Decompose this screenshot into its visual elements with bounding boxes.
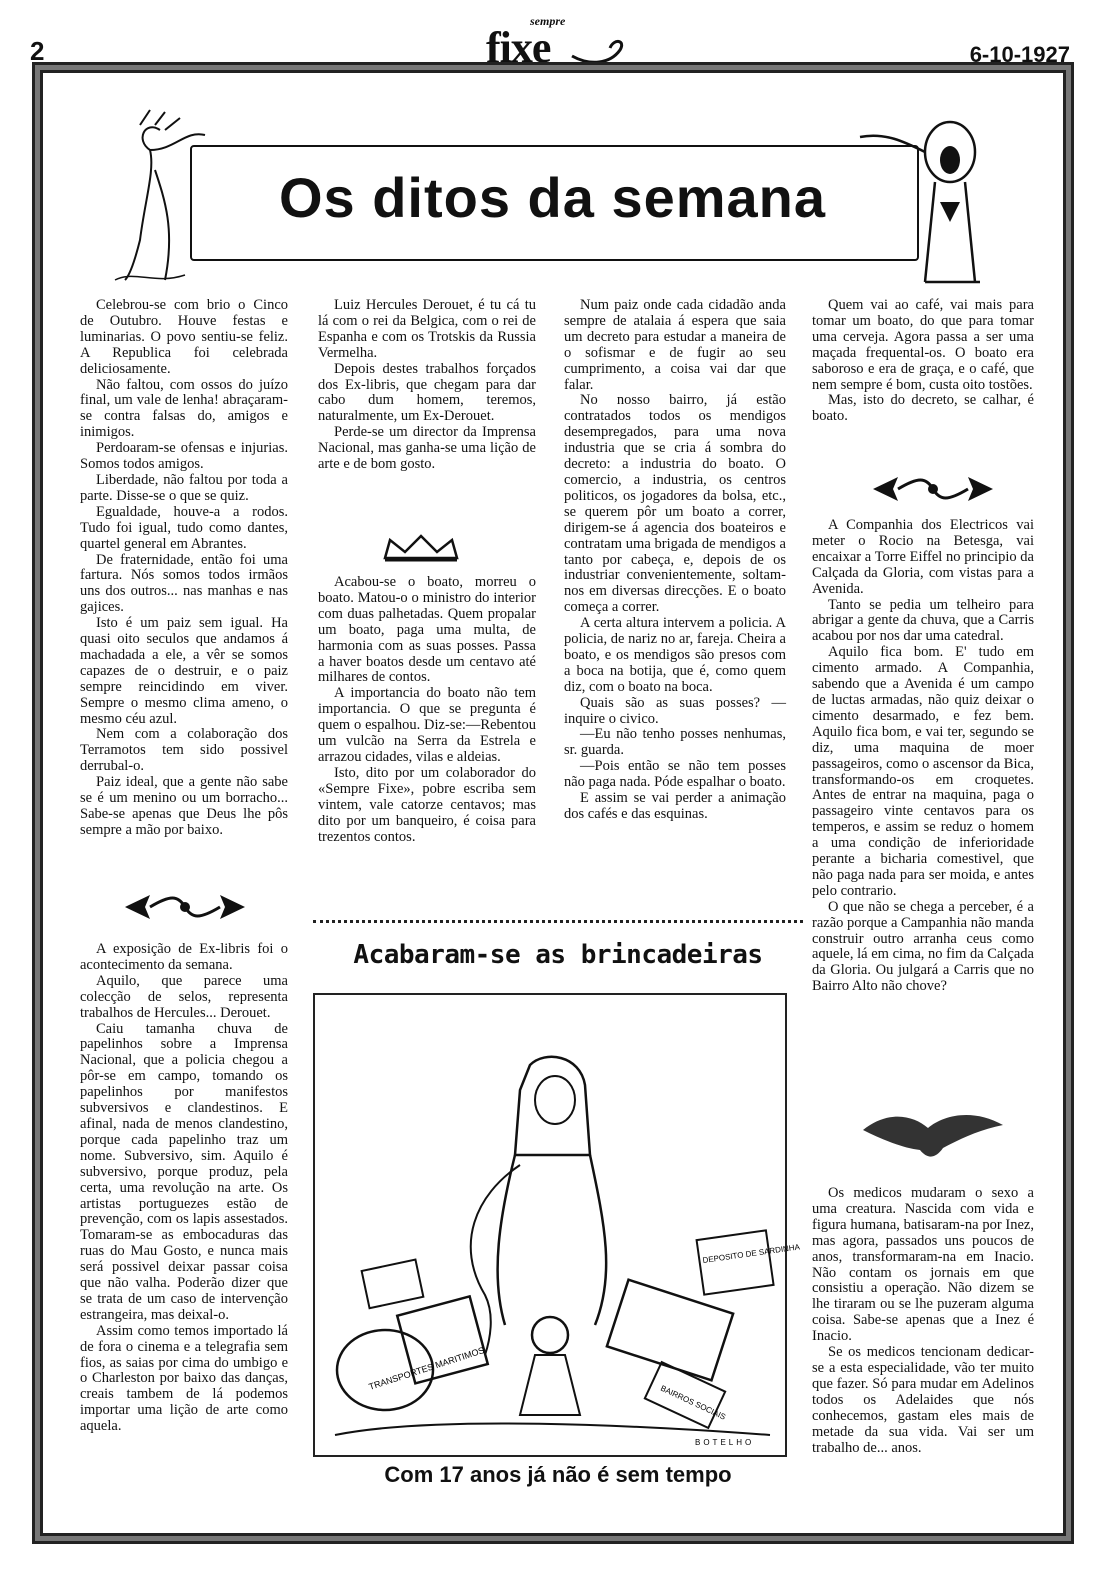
paragraph: Mas, isto do decreto, se calhar, é boato. — [812, 392, 1034, 425]
paragraph: Acabou-se o boato, morreu o boato. Matou-o o ministro do interior com duas palhetadas. Quem propalar um boato, paga uma multa, de harmonia com as suas posses. Passa a haver boatos desde um centavo até milhares de contos. — [318, 574, 536, 686]
paragraph: A Companhia dos Electricos vai meter o Rocio na Betesga, vai encaixar a Torre Eiffel no principio da Calçada da Gloria, com vistas para a Avenida. — [812, 517, 1034, 597]
right-figure-illustration — [855, 112, 1005, 287]
paragraph: Egualdade, houve-a a rodos. Tudo foi igual, tudo como dantes, quartel general em Abrantes. — [80, 503, 288, 552]
paragraph: Isto é um paiz sem igual. Ha quasi oito seculos que andamos á machadada a ele, a vêr se somos capazes de o destruir, e o paiz sempre reincidindo em viver. Sempre o mesmo clima ameno, o mesmo céu azul. — [80, 615, 288, 727]
paragraph: Luiz Hercules Derouet, é tu cá tu lá com o rei da Belgica, com o rei de Espanha e com os Trotskis da Russia Vermelha. — [318, 297, 536, 361]
ornament-arrow-icon — [120, 890, 250, 924]
cartoon-illustration — [313, 993, 801, 1457]
ornament-arrow-icon — [868, 472, 998, 506]
masthead-main: fixe — [486, 23, 551, 72]
column-4-bottom — [812, 1186, 1034, 1456]
column-4-top — [812, 298, 1034, 425]
page-number: 2 — [30, 36, 45, 66]
paragraph: A exposição de Ex-libris foi o acontecimento da semana. — [80, 941, 288, 973]
paragraph: Os medicos mudaram o sexo a uma creatura. Nascida com vida e figura humana, batisaram-na por Inez, mas agora, passados uns poucos de anos, transformaram-na em Inacio. Não contam os jornais em que consistiu a operação. Não dizem se lhe tiraram ou se lhe puzeram alguma coisa. Sabe-se apenas que a Inez é Inacio. — [812, 1185, 1034, 1345]
column-4-middle — [812, 518, 1034, 995]
page-title: Os ditos da semana — [278, 166, 827, 229]
paragraph: Perde-se um director da Imprensa Nacional, mas ganha-se uma lição de arte e de bom gosto. — [318, 424, 536, 473]
paragraph: Caiu tamanha chuva de papelinhos sobre a Imprensa Nacional, que a policia chegou a pôr-se em campo, tomando os papelinhos por manifestos subversivos e clandestinos. E afinal, nada de menos clandestino, porque cada papelinho traz um nome. Subversivo, sim. Aquilo é subversivo, porque produz, pela certa, uma revolução na arte. Os artistas portuguezes estão de prevenção, com os lapis assestados. Tomaram-se as embocaduras das ruas do Mau Gosto, e nunca mais será possivel deixar passar coisa que não valha. Poderão dizer que se trata de um caso de intervenção estrangeira, mas deixal-o. — [80, 1020, 288, 1323]
paragraph: —Eu não tenho posses nenhumas, sr. guarda. — [564, 726, 786, 759]
box-label: TRANSPORTES MARITIMOS — [367, 1345, 486, 1392]
issue-date: 6-10-1927 — [969, 42, 1070, 67]
paragraph: E assim se vai perder a animação dos cafés e das esquinas. — [564, 790, 786, 822]
paragraph: Num paiz onde cada cidadão anda sempre de atalaia á espera que saia um decreto para estudar a maneira de o sofismar e de fugir ao seu cumprimento, a coisa vai dar que falar. — [564, 297, 786, 393]
crown-ornament-icon — [380, 530, 462, 564]
cartoon-drawing — [315, 995, 801, 1455]
paragraph: O que não se chega a perceber, é a razão porque a Campanhia não manda construir outro arranha ceus como aquele, lá em cima, no fim da Calçada da Gloria. Ou julgará a Carris que no Bairro Alto não chove? — [812, 898, 1034, 995]
paragraph: De fraternidade, então foi uma fartura. Nós somos todos irmãos uns dos outros... nas manhas e nas gajices. — [80, 551, 288, 616]
paragraph: A importancia do boato não tem importancia. O que se pregunta é quem o espalhou. Diz-se:—Rebentou um vulcão na Serra da Estrela e arrazou cidades, vilas e aldeias. — [318, 685, 536, 765]
box-label: BAIRROS SOCIAIS — [659, 1383, 728, 1422]
cartoonist-signature: BOTELHO — [695, 1438, 755, 1447]
paragraph: Se os medicos tencionam dedicar-se a esta especialidade, vão ter muito que fazer. Só para mudar em Adelinos todos os Adelaides que nós conhecemos, gastam eles mais de metade da sua vida. Vai ser um trabalho de... anos. — [812, 1344, 1034, 1456]
paragraph: Tanto se pedia um telheiro para abrigar a gente da chuva, que a Carris acabou por nos dar uma catedral. — [812, 596, 1034, 645]
paragraph: Liberdade, não faltou por toda a parte. Disse-se o que se quiz. — [80, 471, 288, 504]
paragraph: —Pois então se não tem posses não paga nada. Póde espalhar o boato. — [564, 758, 786, 791]
cartoon-caption: Com 17 anos já não é sem tempo — [384, 1462, 732, 1487]
paragraph: Não faltou, com ossos do juízo final, um vale de lenha! abraçaram-se contra falsas do, amigos e inimigos. — [80, 376, 288, 441]
dotted-separator — [313, 920, 803, 929]
column-3 — [564, 298, 786, 823]
masthead-small: sempre — [530, 14, 566, 28]
paragraph: Celebrou-se com brio o Cinco de Outubro. Houve festas e luminarias. O povo sentiu-se feliz. A Republica foi celebrada deliciosamente. — [80, 297, 288, 377]
paragraph: A certa altura intervem a policia. A policia, de nariz no ar, fareja. Cheira a boato, e os mendigos são presos com a boca na botija, que é, como quem diz, com o boato na boca. — [564, 615, 786, 695]
column-2-bottom — [318, 575, 536, 845]
cartoon-title: Acabaram-se as brincadeiras — [353, 940, 763, 970]
masthead-logo — [478, 14, 628, 72]
bird-ornament-icon — [858, 1100, 1008, 1162]
paragraph: Paiz ideal, que a gente não sabe se é um menino ou um borracho... Sabe-se apenas que Deus lhe pôs sempre a mão por baixo. — [80, 774, 288, 838]
paragraph: Isto, dito por um colaborador do «Sempre Fixe», pobre escriba sem vintem, vale catorze centavos; mas dito por um banqueiro, é coisa para trezentos contos. — [318, 764, 536, 845]
paragraph: No nosso bairro, já estão contratados todos os mendigos desempregados, para uma nova industria que se cria á sombra do decreto: a industria do boato. O comercio, a industria, os centros politicos, os jogadores da bolsa, etc., se querem pôr um boato a correr, dirigem-se á agencia dos boateiros e contratam uma brigada de mendigos a tanto por cabeça, e, depois de os industriar convenientemente, soltam-nos em diversas direcções. E o boato começa a correr. — [564, 392, 786, 616]
paragraph: Aquilo, que parece uma colecção de selos, representa trabalhos de Hercules... Derouet. — [80, 972, 288, 1021]
paragraph: Nem com a colaboração dos Terramotos tem sido possivel derrubal-o. — [80, 726, 288, 775]
paragraph: Quem vai ao café, vai mais para tomar um boato, do que para tomar uma cerveja. Agora passa a ser uma maçada frequental-os. O boato era saboroso e era de graça, e o café, que nem sempre é bom, custa oito tostões. — [812, 297, 1034, 393]
paragraph: Quais são as suas posses? — inquire o civico. — [564, 694, 786, 727]
paragraph: Depois destes trabalhos forçados dos Ex-libris, que chegam para dar cabo dum homem, teremos, naturalmente, um Ex-Derouet. — [318, 360, 536, 425]
column-2-top — [318, 298, 536, 473]
box-label: DEPOSITO DE SARDINHA — [702, 1242, 801, 1265]
column-1-bottom — [80, 942, 288, 1435]
masthead-swirl-icon — [570, 36, 628, 66]
paragraph: Perdoaram-se ofensas e injurias. Somos todos amigos. — [80, 440, 288, 473]
paragraph: Assim como temos importado lá de fora o cinema e a telegrafia sem fios, as saias por cima do umbigo e o Charleston por baixo das danças, creais tambem de lá podemos importar uma lição de arte como aquela. — [80, 1322, 288, 1435]
column-1-top — [80, 298, 288, 839]
left-figure-illustration — [105, 110, 215, 285]
paragraph: Aquilo fica bom. E' tudo em cimento armado. A Companhia, sabendo que a Avenida é um campo de luctas armadas, não quiz deixar o cimento desarmado, e fez bem. Aquilo fica bom, e vai ter, segundo se diz, uma maquina de moer passageiros, como o ascensor da Bica, transformando-os em croquetes. Antes de entrar na maquina, paga o passageiro vinte centavos para os temperos, e assim se reduz o homem a uma condição de inferioridade perante a bicharia comestivel, que não paga nada para ser moida, e antes pelo contrario. — [812, 644, 1034, 899]
